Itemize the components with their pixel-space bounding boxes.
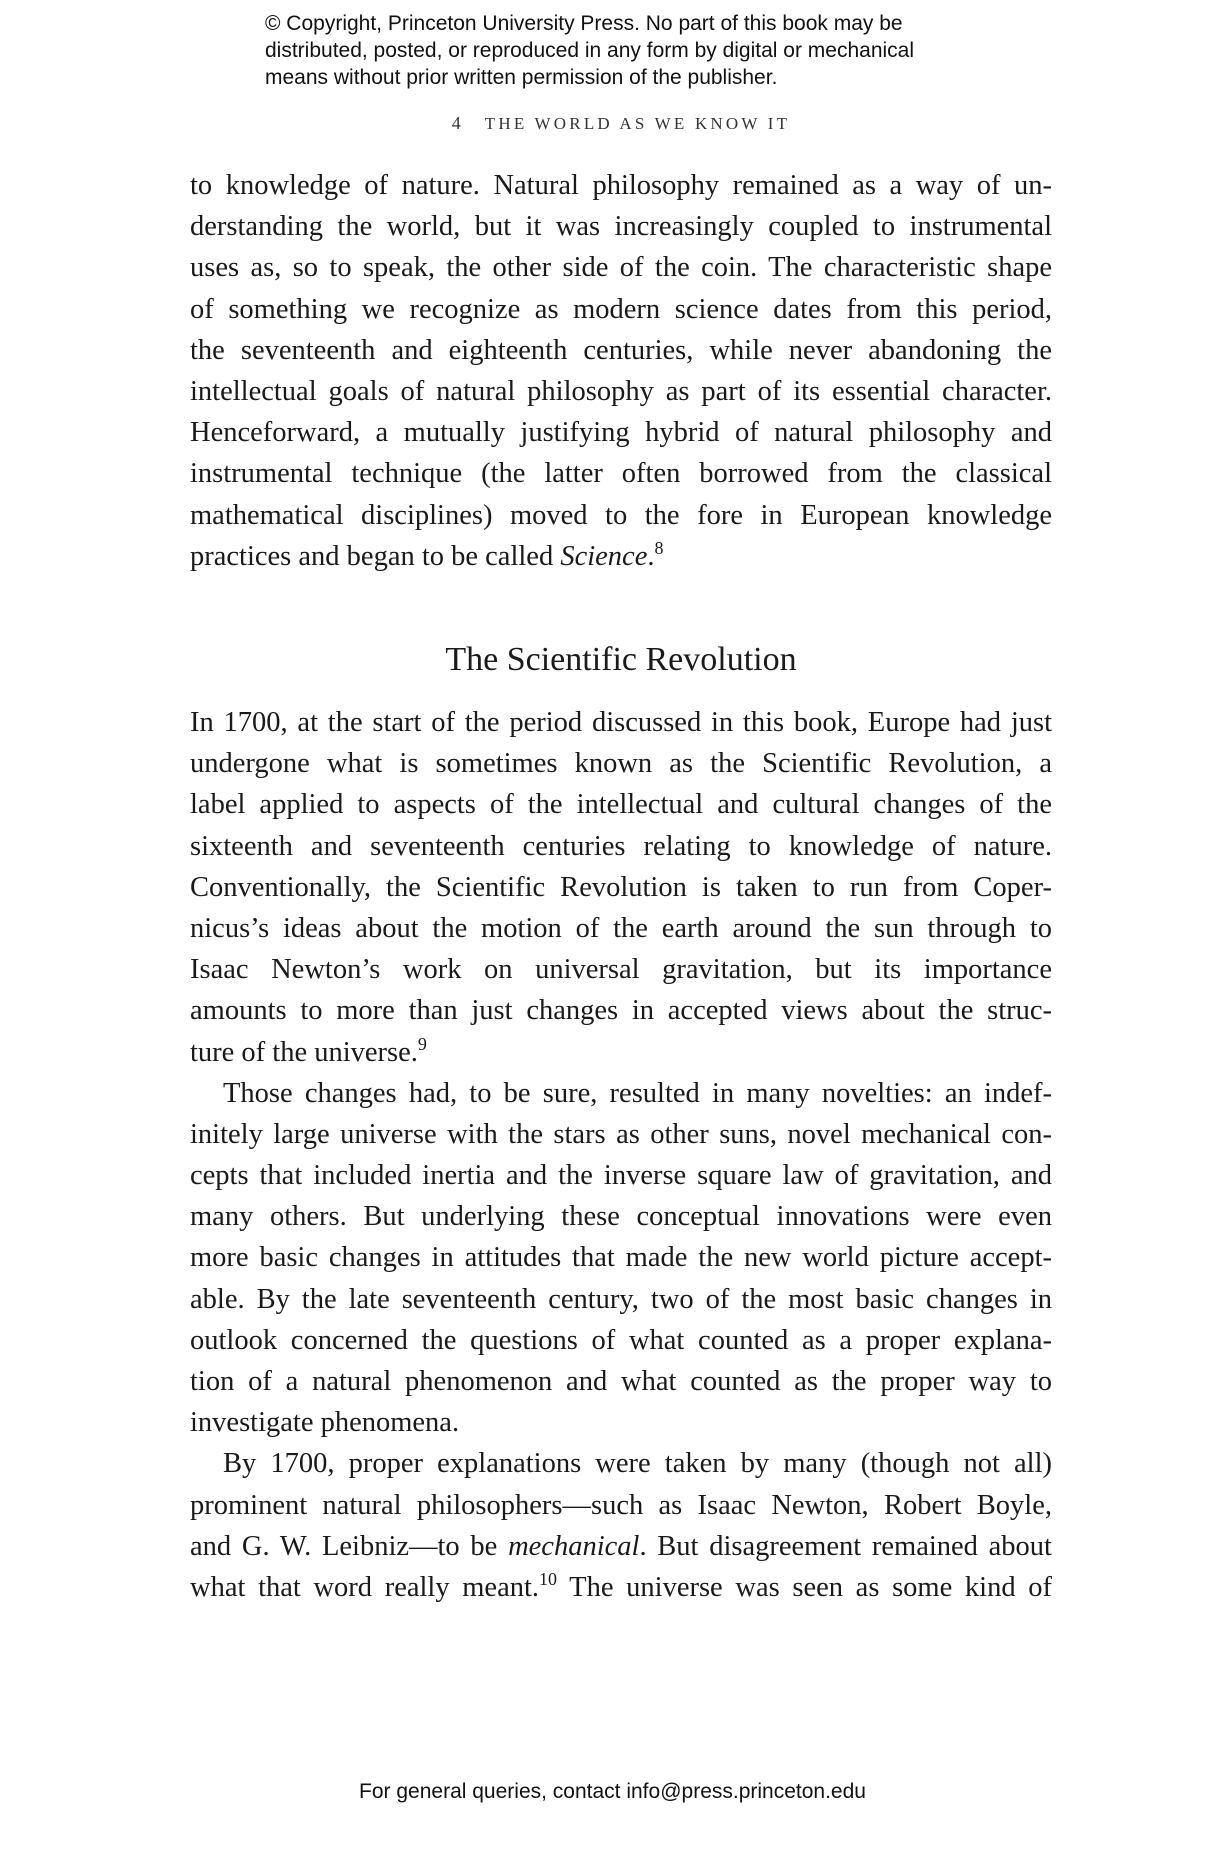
running-head bbox=[190, 113, 1052, 134]
text-segment: . bbox=[647, 540, 655, 572]
text-line: undergone what is sometimes known as the Scientific Revolution, a bbox=[190, 748, 1052, 780]
text-line: investigate phenomena. bbox=[190, 1407, 460, 1439]
text-line: nicus’s ideas about the motion of the earth around the sun through to bbox=[190, 912, 1052, 944]
text-line: By 1700, proper explanations were taken by many (though not all) bbox=[223, 1448, 1052, 1480]
text-segment: . But disagreement remained about bbox=[639, 1530, 1052, 1562]
text-line: Conventionally, the Scientific Revolution is taken to run from Coper- bbox=[190, 871, 1052, 903]
text-line: mathematical disciplines) moved to the fore in European knowledge bbox=[190, 499, 1052, 531]
text-line: cepts that included inertia and the inverse square law of gravitation, and bbox=[190, 1160, 1052, 1192]
text-segment: and G. W. Leibniz—to be bbox=[190, 1530, 509, 1562]
text-line: many others. But underlying these conceptual innovations were even bbox=[190, 1201, 1052, 1233]
text-line bbox=[190, 1032, 1052, 1073]
text-segment: ture of the universe. bbox=[190, 1036, 418, 1068]
text-segment: practices and began to be called bbox=[190, 540, 561, 572]
text-line: sixteenth and seventeenth centuries relating to knowledge of nature. bbox=[190, 830, 1052, 862]
text-line: outlook concerned the questions of what counted as a proper explana- bbox=[190, 1324, 1052, 1356]
text-line: Henceforward, a mutually justifying hybrid of natural philosophy and bbox=[190, 417, 1052, 449]
text-line: able. By the late seventeenth century, two of the most basic changes in bbox=[190, 1283, 1052, 1315]
text-line: intellectual goals of natural philosophy as part of its essential character. bbox=[190, 375, 1052, 407]
italic-term: Science bbox=[560, 540, 648, 572]
text-segment: The universe was seen as some kind of bbox=[557, 1571, 1052, 1603]
text-line: to knowledge of nature. Natural philosophy remained as a way of un- bbox=[190, 170, 1052, 201]
paragraph-1 bbox=[190, 165, 1052, 577]
text-line: of something we recognize as modern science dates from this period, bbox=[190, 293, 1052, 325]
text-line: prominent natural philosophers—such as Isaac Newton, Robert Boyle, bbox=[190, 1489, 1052, 1521]
text-line: initely large universe with the stars as other suns, novel mechanical con- bbox=[190, 1118, 1052, 1150]
text-line bbox=[190, 536, 1052, 577]
page-number: 4 bbox=[451, 113, 461, 133]
text-line: In 1700, at the start of the period discussed in this book, Europe had just bbox=[190, 707, 1052, 738]
copyright-notice bbox=[265, 10, 985, 91]
text-line: uses as, so to speak, the other side of the coin. The characteristic shape bbox=[190, 252, 1052, 284]
text-line: derstanding the world, but it was increasingly coupled to instrumental bbox=[190, 211, 1052, 243]
text-line: amounts to more than just changes in accepted views about the struc- bbox=[190, 995, 1052, 1027]
footnote-marker: 8 bbox=[654, 537, 664, 558]
text-line: tion of a natural phenomenon and what counted as the proper way to bbox=[190, 1366, 1052, 1397]
section-heading: The Scientific Revolution bbox=[445, 641, 797, 678]
text-line: instrumental technique (the latter often borrowed from the classical bbox=[190, 458, 1052, 490]
copyright-line: means without prior written permission of the publisher. bbox=[265, 66, 778, 89]
text-line bbox=[190, 1526, 1052, 1567]
italic-term: mechanical bbox=[508, 1530, 640, 1562]
text-line: Isaac Newton’s work on universal gravitation, but its importance bbox=[190, 954, 1052, 986]
footnote-marker: 9 bbox=[417, 1033, 427, 1054]
footnote-marker: 10 bbox=[539, 1568, 558, 1589]
text-line bbox=[190, 1567, 1052, 1608]
copyright-line: © Copyright, Princeton University Press. No part of this book may be bbox=[265, 12, 903, 35]
copyright-line: distributed, posted, or reproduced in any form by digital or mechanical bbox=[265, 39, 915, 62]
running-head-title: THE WORLD AS WE KNOW IT bbox=[484, 114, 791, 133]
text-segment: what that word really meant. bbox=[190, 1571, 540, 1603]
text-line: more basic changes in attitudes that made the new world picture accept- bbox=[190, 1242, 1052, 1274]
text-line: label applied to aspects of the intellectual and cultural changes of the bbox=[190, 789, 1052, 821]
text-line: the seventeenth and eighteenth centuries, while never abandoning the bbox=[190, 334, 1052, 366]
paragraph-2 bbox=[190, 702, 1052, 1608]
footer-contact: For general queries, contact info@press.princeton.edu bbox=[359, 1780, 866, 1803]
text-line: Those changes had, to be sure, resulted in many novelties: an indef- bbox=[223, 1077, 1052, 1109]
